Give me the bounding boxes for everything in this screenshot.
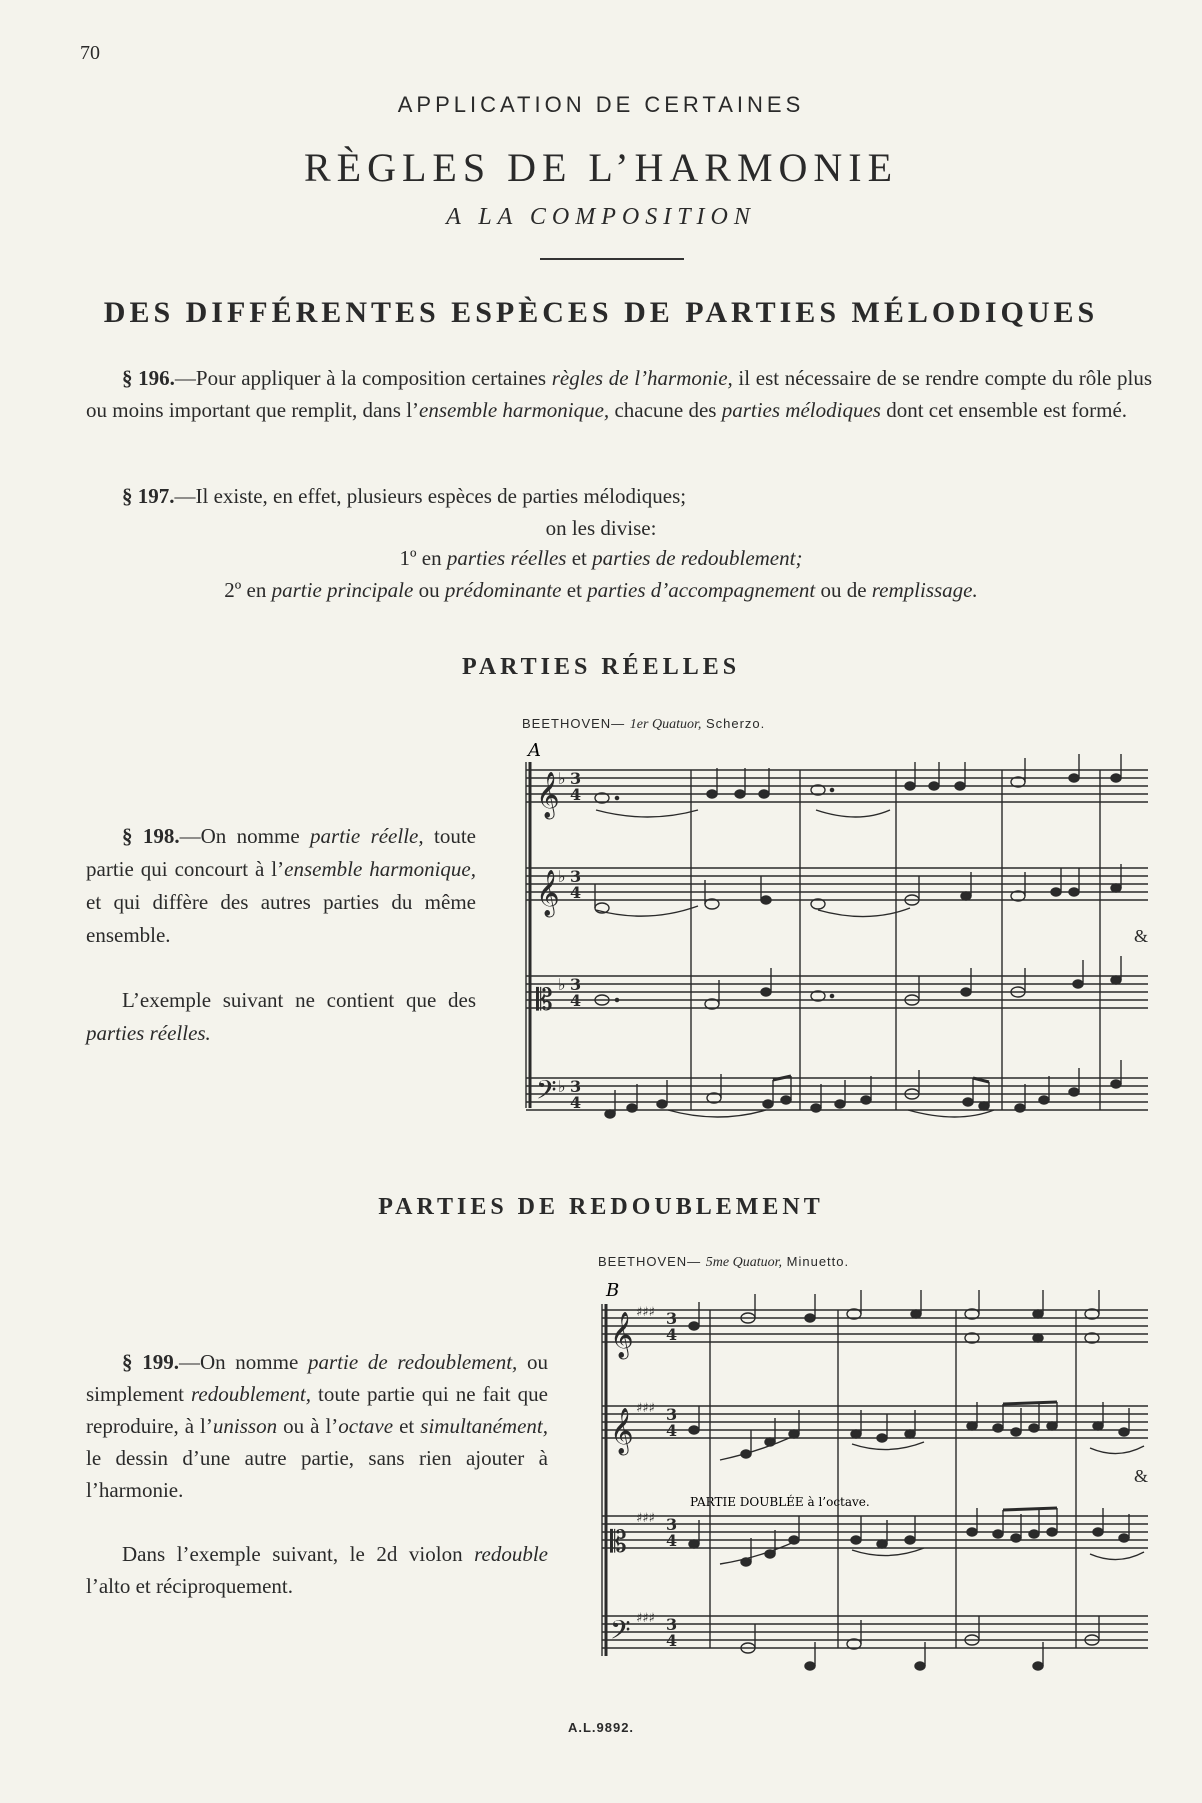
- staff-2: [602, 1406, 1148, 1438]
- title-rule: [540, 258, 684, 260]
- work-title: 1er Quatuor,: [629, 717, 702, 732]
- paragraph-196: [86, 362, 1152, 426]
- svg-text:3: 3: [666, 1405, 678, 1424]
- work-title: 5me Quatuor,: [705, 1255, 783, 1270]
- text: dont cet ensemble est formé.: [880, 398, 1128, 422]
- title-line-3: A LA COMPOSITION: [446, 204, 756, 230]
- movement-name: Minuetto.: [782, 1254, 850, 1269]
- emphasis: prédominante: [444, 578, 562, 602]
- svg-text:3: 3: [570, 975, 582, 994]
- paragraph-197-line-2: on les divise:: [545, 516, 657, 540]
- svg-text:4: 4: [666, 1531, 678, 1550]
- staff-1: [602, 1310, 1148, 1342]
- svg-text:4: 4: [570, 883, 582, 902]
- example-letter-b: B: [606, 1280, 620, 1301]
- flat-icon: ♭: [558, 975, 566, 994]
- title-line-2: RÈGLES DE L’HARMONIE: [303, 145, 899, 190]
- etc-sign-a: &: [1134, 926, 1149, 946]
- text: —On nomme: [179, 824, 311, 848]
- text: ou: [413, 578, 445, 602]
- flat-icon: ♭: [558, 867, 566, 886]
- alto-clef-icon: 𝄡: [610, 1525, 627, 1560]
- section-number: § 197.: [122, 484, 175, 508]
- text: ou simplement: [86, 1350, 549, 1406]
- svg-text:4: 4: [666, 1325, 678, 1344]
- text: —Pour appliquer à la composition certaines: [174, 366, 552, 390]
- emphasis: simultanément,: [420, 1414, 548, 1438]
- staff-4: [602, 1616, 1148, 1648]
- svg-text:3: 3: [570, 1077, 582, 1096]
- treble-clef-icon: 𝄞: [536, 772, 560, 818]
- emphasis: ensemble harmonique,: [284, 857, 476, 881]
- section-number: § 196.: [122, 366, 175, 390]
- sharp-icon: ♯♯♯: [636, 1305, 655, 1320]
- svg-text:3: 3: [666, 1515, 678, 1534]
- text: Dans l’exemple suivant, le 2d violon: [122, 1542, 475, 1566]
- staff-3: [602, 1516, 1148, 1548]
- text: —On nomme: [178, 1350, 308, 1374]
- paragraph-198-example: [86, 984, 476, 1050]
- svg-text:4: 4: [570, 991, 582, 1010]
- etc-sign-b: &: [1134, 1466, 1149, 1486]
- emphasis: règles de l’harmonie,: [551, 366, 733, 390]
- text: toute partie qui ne fait que reproduire, à l’: [86, 1382, 548, 1438]
- title-line-1: APPLICATION DE CERTAINES: [397, 92, 805, 117]
- page-number: 70: [80, 42, 100, 64]
- text: —Il existe, en effet, plusieurs espèces de parties mélodiques;: [174, 484, 687, 508]
- emphasis: parties réelles: [446, 546, 567, 570]
- treble-clef-icon: 𝄞: [610, 1408, 634, 1454]
- text: l’alto et réciproquement.: [86, 1574, 293, 1598]
- paragraph-197-line-1: [122, 480, 1152, 512]
- svg-text:3: 3: [570, 867, 582, 886]
- text: le dessin d’une autre partie, sans rien ajouter à l’harmonie.: [86, 1446, 548, 1502]
- section-number: § 199.: [122, 1350, 179, 1374]
- emphasis: redouble: [474, 1542, 548, 1566]
- staff-1: [526, 770, 1148, 802]
- composer-name: BEETHOVEN—: [522, 716, 630, 731]
- heading-parties-redoublement: PARTIES DE REDOUBLEMENT: [378, 1194, 824, 1220]
- sharp-icon: ♯♯♯: [636, 1511, 655, 1526]
- bass-clef-icon: 𝄢: [610, 1614, 631, 1652]
- treble-clef-icon: 𝄞: [536, 870, 560, 916]
- staff-3: [526, 976, 1148, 1008]
- paragraph-199: [86, 1346, 548, 1506]
- text: et: [561, 578, 588, 602]
- paragraph-197-line-3: [0, 542, 1202, 574]
- text: et qui diffère des autres parties du même ensemble.: [86, 890, 476, 947]
- alto-clef-icon: 𝄡: [536, 983, 553, 1018]
- sharp-icon: ♯♯♯: [636, 1611, 655, 1626]
- emphasis: partie réelle,: [310, 824, 424, 848]
- svg-text:4: 4: [666, 1421, 678, 1440]
- svg-text:3: 3: [666, 1309, 678, 1328]
- text: ou à l’: [277, 1414, 339, 1438]
- main-heading: DES DIFFÉRENTES ESPÈCES DE PARTIES MÉLODIQUES: [103, 296, 1099, 329]
- section-number: § 198.: [122, 824, 180, 848]
- text: 1º en: [399, 546, 447, 570]
- text: 2º en: [224, 578, 272, 602]
- paragraph-197-line-4: [0, 574, 1202, 606]
- text: toute partie qui concourt à l’: [86, 824, 476, 881]
- emphasis: partie principale: [271, 578, 414, 602]
- svg-text:4: 4: [570, 785, 582, 804]
- emphasis: parties mélodiques: [721, 398, 881, 422]
- svg-text:3: 3: [570, 769, 582, 788]
- paragraph-199-example: [86, 1538, 548, 1602]
- text: chacune des: [609, 398, 722, 422]
- text: L’exemple suivant ne contient que des: [122, 988, 476, 1012]
- composer-credit-a: [522, 716, 765, 733]
- score-example-b: [598, 1276, 1152, 1676]
- composer-name: BEETHOVEN—: [598, 1254, 706, 1269]
- treble-clef-icon: 𝄞: [610, 1312, 634, 1358]
- flat-icon: ♭: [558, 769, 566, 788]
- text: ou de: [815, 578, 872, 602]
- emphasis: ensemble harmonique,: [419, 398, 610, 422]
- svg-text:4: 4: [570, 1093, 582, 1112]
- annotation-partie-doublee: PARTIE DOUBLÉE à l’octave.: [690, 1495, 870, 1509]
- paragraph-198: [86, 820, 476, 952]
- text: et: [393, 1414, 421, 1438]
- heading-parties-reelles: PARTIES RÉELLES: [461, 654, 741, 680]
- text: et: [566, 546, 593, 570]
- text: il est nécessaire de se rendre compte du rôle plus ou moins important que remplit, dans l’: [86, 366, 1153, 422]
- example-letter-a: A: [528, 740, 541, 761]
- emphasis: partie de redoublement,: [308, 1350, 518, 1374]
- svg-text:4: 4: [666, 1631, 678, 1650]
- emphasis: parties d’accompagnement: [587, 578, 816, 602]
- svg-text:3: 3: [666, 1615, 678, 1634]
- score-example-a: [518, 738, 1152, 1128]
- flat-icon: ♭: [558, 1077, 566, 1096]
- movement-name: Scherzo.: [701, 716, 766, 731]
- emphasis: parties de redoublement;: [592, 546, 803, 570]
- composer-credit-b: [598, 1254, 849, 1271]
- plate-number: A.L.9892.: [567, 1720, 635, 1735]
- emphasis: redoublement,: [191, 1382, 311, 1406]
- emphasis: remplissage.: [871, 578, 978, 602]
- emphasis: parties réelles.: [86, 1021, 211, 1045]
- emphasis: unisson: [212, 1414, 278, 1438]
- sharp-icon: ♯♯♯: [636, 1401, 655, 1416]
- bass-clef-icon: 𝄢: [536, 1074, 557, 1112]
- emphasis: octave: [338, 1414, 394, 1438]
